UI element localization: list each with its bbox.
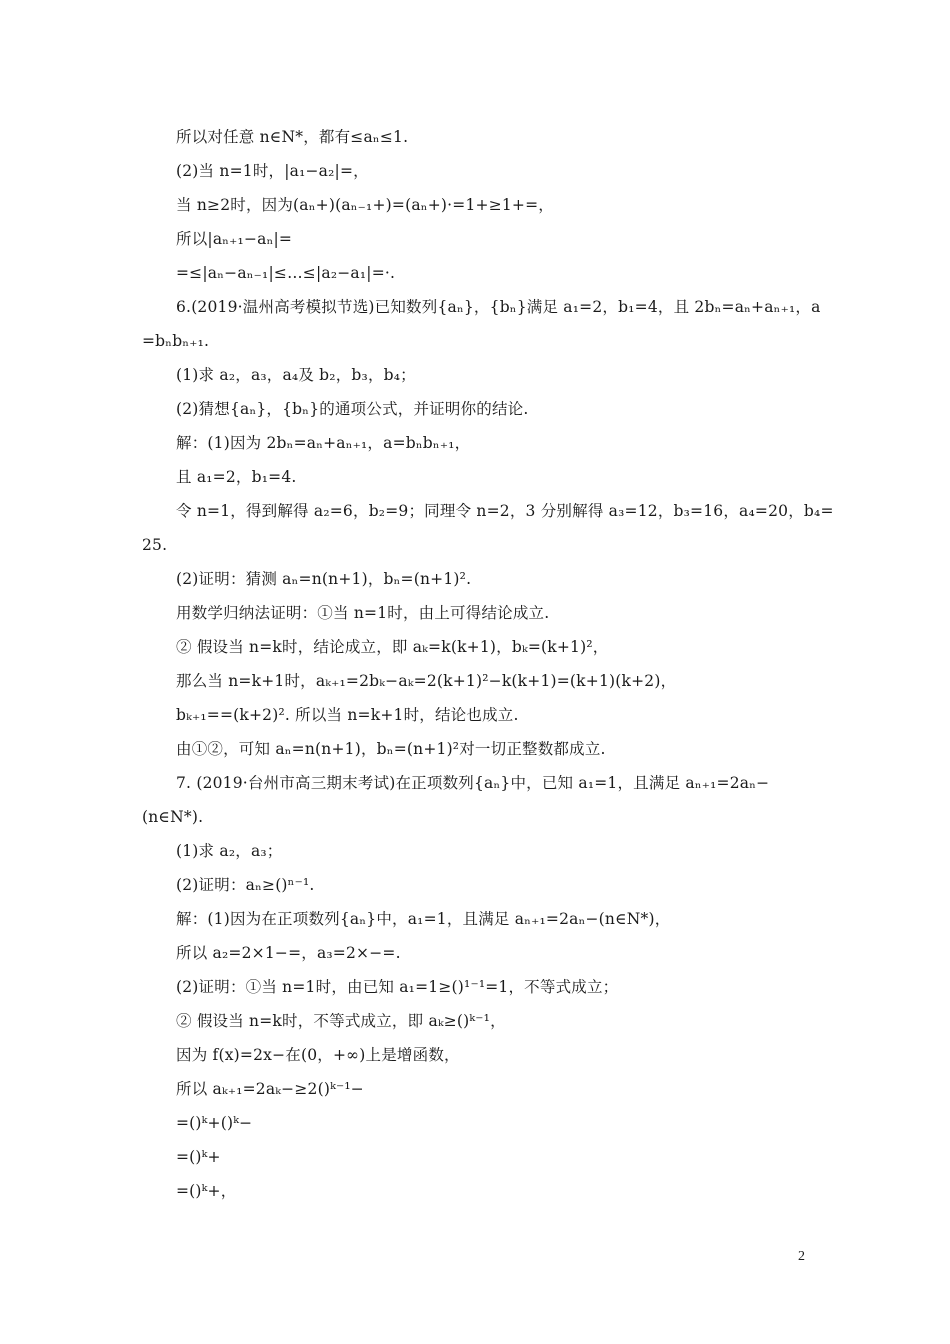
text-line: 解：(1)因为 2bₙ=aₙ+aₙ₊₁，a=bₙbₙ₊₁， bbox=[176, 434, 471, 452]
text-line: 所以对任意 n∈N*，都有≤aₙ≤1. bbox=[176, 128, 409, 146]
text-line: 用数学归纳法证明：①当 n=1时，由上可得结论成立. bbox=[176, 604, 550, 622]
text-line: ② 假设当 n=k时，结论成立，即 aₖ=k(k+1)，bₖ=(k+1)²， bbox=[176, 638, 609, 656]
text-line: 25. bbox=[142, 536, 168, 554]
text-line: =()ᵏ+， bbox=[176, 1182, 237, 1200]
text-line: 解：(1)因为在正项数列{aₙ}中，a₁=1，且满足 aₙ₊₁=2aₙ−(n∈N*)， bbox=[176, 910, 671, 928]
problem-7-heading: 7. (2019·台州市高三期末考试)在正项数列{aₙ}中，已知 a₁=1，且满足 aₙ₊₁=2aₙ− bbox=[176, 774, 770, 792]
text-line: 当 n≥2时，因为(aₙ+)(aₙ₋₁+)=(aₙ+)·=1+≥1+=， bbox=[176, 196, 555, 214]
text-line: 令 n=1，得到解得 a₂=6，b₂=9；同理令 n=2，3 分别解得 a₃=12，b₃=16，a₄=20，b₄= bbox=[176, 502, 834, 520]
text-line: =≤|aₙ−aₙ₋₁|≤…≤|a₂−a₁|=·. bbox=[176, 264, 396, 282]
text-line: 所以 a₂=2×1−=，a₃=2×−=. bbox=[176, 944, 401, 962]
text-line: bₖ₊₁==(k+2)². 所以当 n=k+1时，结论也成立. bbox=[176, 706, 519, 724]
text-line: (2)猜想{aₙ}，{bₙ}的通项公式，并证明你的结论. bbox=[176, 400, 529, 418]
text-line: (2)当 n=1时，|a₁−a₂|=， bbox=[176, 162, 369, 180]
text-line: 那么当 n=k+1时，aₖ₊₁=2bₖ−aₖ=2(k+1)²−k(k+1)=(k+1)(k+2)， bbox=[176, 672, 677, 690]
text-line: (2)证明：aₙ≥()ⁿ⁻¹. bbox=[176, 876, 315, 894]
text-line: (2)证明：猜测 aₙ=n(n+1)，bₙ=(n+1)². bbox=[176, 570, 472, 588]
text-line: 所以 aₖ₊₁=2aₖ−≥2()ᵏ⁻¹− bbox=[176, 1080, 364, 1098]
text-line: (2)证明：①当 n=1时，由已知 a₁=1≥()¹⁻¹=1，不等式成立； bbox=[176, 978, 619, 996]
problem-6-heading: 6.(2019·温州高考模拟节选)已知数列{aₙ}，{bₙ}满足 a₁=2，b₁=4，且 2bₙ=aₙ+aₙ₊₁，a bbox=[176, 298, 821, 316]
text-line: 由①②，可知 aₙ=n(n+1)，bₙ=(n+1)²对一切正整数都成立. bbox=[176, 740, 606, 758]
text-line: (1)求 a₂，a₃，a₄及 b₂，b₃，b₄； bbox=[176, 366, 416, 384]
text-line: =()ᵏ+ bbox=[176, 1148, 221, 1166]
text-line: 因为 f(x)=2x−在(0，+∞)上是增函数， bbox=[176, 1046, 460, 1064]
page-number: 2 bbox=[798, 1249, 805, 1264]
text-line: (n∈N*). bbox=[142, 808, 204, 826]
text-line: =bₙbₙ₊₁. bbox=[142, 332, 210, 350]
text-line: 所以|aₙ₊₁−aₙ|= bbox=[176, 230, 293, 248]
text-line: =()ᵏ+()ᵏ− bbox=[176, 1114, 253, 1132]
text-line: 且 a₁=2，b₁=4. bbox=[176, 468, 297, 486]
text-line: (1)求 a₂，a₃； bbox=[176, 842, 283, 860]
text-line: ② 假设当 n=k时，不等式成立，即 aₖ≥()ᵏ⁻¹， bbox=[176, 1012, 506, 1030]
